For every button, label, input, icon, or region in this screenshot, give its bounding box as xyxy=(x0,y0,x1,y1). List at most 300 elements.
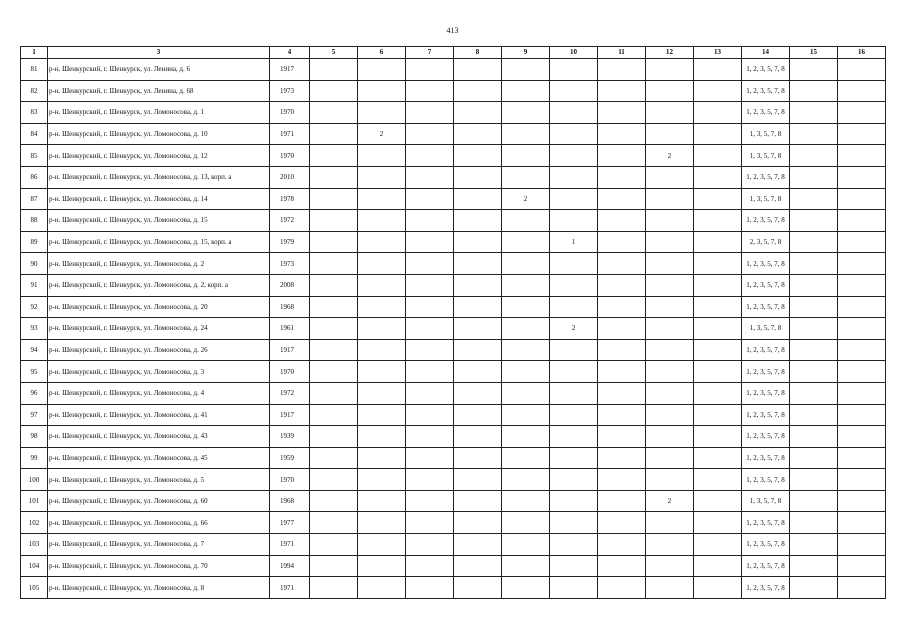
col16-cell xyxy=(838,404,886,426)
col6-cell xyxy=(358,426,406,448)
col8-cell xyxy=(454,166,502,188)
col7-cell xyxy=(406,490,454,512)
table-row xyxy=(21,339,886,361)
col14-cell: 1, 3, 5, 7, 8 xyxy=(742,490,790,512)
col15-cell xyxy=(790,490,838,512)
col7-cell xyxy=(406,59,454,81)
col16-cell xyxy=(838,296,886,318)
year-cell: 1959 xyxy=(270,447,310,469)
col7-cell xyxy=(406,296,454,318)
address-cell: р-н. Шенкурский, г. Шенкурск, ул. Ломоносова, д. 10 xyxy=(48,123,270,145)
address-cell: р-н. Шенкурский, г. Шенкурск, ул. Ленина, д. 6 xyxy=(48,59,270,81)
year-cell: 1939 xyxy=(270,426,310,448)
table-row xyxy=(21,555,886,577)
col13-cell xyxy=(694,80,742,102)
col16-cell xyxy=(838,102,886,124)
row-number: 82 xyxy=(21,80,48,102)
col10-cell: 2 xyxy=(550,318,598,340)
col11-cell xyxy=(598,296,646,318)
col10-cell xyxy=(550,404,598,426)
year-cell: 1968 xyxy=(270,490,310,512)
col10-cell xyxy=(550,274,598,296)
col5-cell xyxy=(310,555,358,577)
col11-cell xyxy=(598,80,646,102)
col9-cell xyxy=(502,382,550,404)
table-row xyxy=(21,274,886,296)
address-cell: р-н. Шенкурский, г. Шенкурск, ул. Ломоносова, д. 20 xyxy=(48,296,270,318)
col8-cell xyxy=(454,534,502,556)
column-header: 8 xyxy=(454,47,502,59)
col5-cell xyxy=(310,80,358,102)
col16-cell xyxy=(838,534,886,556)
col6-cell xyxy=(358,318,406,340)
col5-cell xyxy=(310,490,358,512)
col5-cell xyxy=(310,534,358,556)
year-cell: 1971 xyxy=(270,534,310,556)
column-header: 16 xyxy=(838,47,886,59)
col10-cell xyxy=(550,253,598,275)
col11-cell xyxy=(598,123,646,145)
col13-cell xyxy=(694,447,742,469)
col7-cell xyxy=(406,274,454,296)
row-number: 98 xyxy=(21,426,48,448)
col8-cell xyxy=(454,274,502,296)
col10-cell: 1 xyxy=(550,231,598,253)
col9-cell xyxy=(502,577,550,599)
col10-cell xyxy=(550,188,598,210)
col6-cell xyxy=(358,469,406,491)
col11-cell xyxy=(598,577,646,599)
table-row xyxy=(21,361,886,383)
year-cell: 1978 xyxy=(270,188,310,210)
col10-cell xyxy=(550,361,598,383)
col6-cell xyxy=(358,577,406,599)
column-header: 4 xyxy=(270,47,310,59)
col15-cell xyxy=(790,382,838,404)
col9-cell xyxy=(502,361,550,383)
col15-cell xyxy=(790,59,838,81)
col5-cell xyxy=(310,166,358,188)
row-number: 103 xyxy=(21,534,48,556)
col5-cell xyxy=(310,59,358,81)
column-header: 1 xyxy=(21,47,48,59)
address-cell: р-н. Шенкурский, г. Шенкурск, ул. Ломоносова, д. 66 xyxy=(48,512,270,534)
year-cell: 1970 xyxy=(270,469,310,491)
col14-cell: 1, 2, 3, 5, 7, 8 xyxy=(742,534,790,556)
col13-cell xyxy=(694,490,742,512)
address-cell: р-н. Шенкурский, г. Шенкурск, ул. Ломоносова, д. 41 xyxy=(48,404,270,426)
col7-cell xyxy=(406,231,454,253)
col8-cell xyxy=(454,59,502,81)
col8-cell xyxy=(454,80,502,102)
address-cell: р-н. Шенкурский, г. Шенкурск, ул. Ломоносова, д. 13, корп. а xyxy=(48,166,270,188)
col11-cell xyxy=(598,59,646,81)
col15-cell xyxy=(790,188,838,210)
table-row xyxy=(21,577,886,599)
table-row xyxy=(21,426,886,448)
col9-cell: 2 xyxy=(502,188,550,210)
table-row xyxy=(21,210,886,232)
col6-cell: 2 xyxy=(358,123,406,145)
col16-cell xyxy=(838,447,886,469)
table-row xyxy=(21,534,886,556)
col14-cell: 1, 2, 3, 5, 7, 8 xyxy=(742,426,790,448)
column-header: 15 xyxy=(790,47,838,59)
col5-cell xyxy=(310,426,358,448)
col13-cell xyxy=(694,253,742,275)
col10-cell xyxy=(550,490,598,512)
col8-cell xyxy=(454,447,502,469)
year-cell: 1973 xyxy=(270,253,310,275)
col13-cell xyxy=(694,361,742,383)
table-row xyxy=(21,188,886,210)
col12-cell xyxy=(646,577,694,599)
col16-cell xyxy=(838,253,886,275)
col14-cell: 1, 2, 3, 5, 7, 8 xyxy=(742,361,790,383)
col15-cell xyxy=(790,469,838,491)
col8-cell xyxy=(454,361,502,383)
col11-cell xyxy=(598,382,646,404)
col9-cell xyxy=(502,339,550,361)
col5-cell xyxy=(310,231,358,253)
col12-cell xyxy=(646,296,694,318)
col5-cell xyxy=(310,123,358,145)
col8-cell xyxy=(454,296,502,318)
col13-cell xyxy=(694,555,742,577)
col14-cell: 1, 2, 3, 5, 7, 8 xyxy=(742,404,790,426)
col6-cell xyxy=(358,59,406,81)
col13-cell xyxy=(694,318,742,340)
address-cell: р-н. Шенкурский, г. Шенкурск, ул. Ломоносова, д. 26 xyxy=(48,339,270,361)
col7-cell xyxy=(406,577,454,599)
col14-cell: 1, 2, 3, 5, 7, 8 xyxy=(742,59,790,81)
col9-cell xyxy=(502,123,550,145)
col13-cell xyxy=(694,469,742,491)
col15-cell xyxy=(790,274,838,296)
address-cell: р-н. Шенкурский, г. Шенкурск, ул. Ломоносова, д. 1 xyxy=(48,102,270,124)
col10-cell xyxy=(550,447,598,469)
col8-cell xyxy=(454,102,502,124)
col14-cell: 1, 2, 3, 5, 7, 8 xyxy=(742,469,790,491)
col16-cell xyxy=(838,318,886,340)
address-cell: р-н. Шенкурский, г. Шенкурск, ул. Ленина, д. 68 xyxy=(48,80,270,102)
row-number: 100 xyxy=(21,469,48,491)
column-header: 10 xyxy=(550,47,598,59)
column-header: 5 xyxy=(310,47,358,59)
col16-cell xyxy=(838,210,886,232)
col11-cell xyxy=(598,253,646,275)
year-cell: 1994 xyxy=(270,555,310,577)
col14-cell: 1, 3, 5, 7, 8 xyxy=(742,318,790,340)
col6-cell xyxy=(358,102,406,124)
col16-cell xyxy=(838,426,886,448)
col6-cell xyxy=(358,404,406,426)
col14-cell: 1, 2, 3, 5, 7, 8 xyxy=(742,577,790,599)
col15-cell xyxy=(790,404,838,426)
table-row xyxy=(21,447,886,469)
col15-cell xyxy=(790,102,838,124)
row-number: 86 xyxy=(21,166,48,188)
year-cell: 1972 xyxy=(270,382,310,404)
col7-cell xyxy=(406,318,454,340)
col8-cell xyxy=(454,512,502,534)
address-cell: р-н. Шенкурский, г. Шенкурск, ул. Ломоносова, д. 43 xyxy=(48,426,270,448)
col9-cell xyxy=(502,469,550,491)
row-number: 96 xyxy=(21,382,48,404)
col12-cell xyxy=(646,555,694,577)
year-cell: 1970 xyxy=(270,361,310,383)
col11-cell xyxy=(598,102,646,124)
col11-cell xyxy=(598,534,646,556)
col13-cell xyxy=(694,577,742,599)
col5-cell xyxy=(310,102,358,124)
table-row xyxy=(21,102,886,124)
col7-cell xyxy=(406,339,454,361)
col14-cell: 1, 2, 3, 5, 7, 8 xyxy=(742,447,790,469)
col6-cell xyxy=(358,361,406,383)
address-cell: р-н. Шенкурский, г. Шенкурск, ул. Ломоносова, д. 15 xyxy=(48,210,270,232)
col13-cell xyxy=(694,404,742,426)
col8-cell xyxy=(454,555,502,577)
housing-registry-table xyxy=(20,46,886,599)
col7-cell xyxy=(406,447,454,469)
address-cell: р-н. Шенкурский, г. Шенкурск, ул. Ломоносова, д. 2 xyxy=(48,253,270,275)
col5-cell xyxy=(310,339,358,361)
year-cell: 1917 xyxy=(270,339,310,361)
year-cell: 1977 xyxy=(270,512,310,534)
row-number: 90 xyxy=(21,253,48,275)
address-cell: р-н. Шенкурский, г. Шенкурск, ул. Ломоносова, д. 2, корп. а xyxy=(48,274,270,296)
address-cell: р-н. Шенкурский, г. Шенкурск, ул. Ломоносова, д. 7 xyxy=(48,534,270,556)
col12-cell xyxy=(646,102,694,124)
col6-cell xyxy=(358,296,406,318)
col11-cell xyxy=(598,512,646,534)
col16-cell xyxy=(838,188,886,210)
table-row xyxy=(21,166,886,188)
col5-cell xyxy=(310,188,358,210)
year-cell: 1979 xyxy=(270,231,310,253)
table-body xyxy=(21,59,886,599)
col15-cell xyxy=(790,512,838,534)
column-header: 13 xyxy=(694,47,742,59)
table-row xyxy=(21,253,886,275)
col16-cell xyxy=(838,166,886,188)
col7-cell xyxy=(406,210,454,232)
col10-cell xyxy=(550,123,598,145)
col11-cell xyxy=(598,426,646,448)
col6-cell xyxy=(358,534,406,556)
col15-cell xyxy=(790,231,838,253)
col8-cell xyxy=(454,145,502,167)
row-number: 89 xyxy=(21,231,48,253)
col8-cell xyxy=(454,210,502,232)
col7-cell xyxy=(406,102,454,124)
col11-cell xyxy=(598,447,646,469)
col16-cell xyxy=(838,469,886,491)
column-header: 9 xyxy=(502,47,550,59)
col14-cell: 1, 2, 3, 5, 7, 8 xyxy=(742,166,790,188)
col6-cell xyxy=(358,339,406,361)
col9-cell xyxy=(502,404,550,426)
col13-cell xyxy=(694,426,742,448)
col14-cell: 1, 2, 3, 5, 7, 8 xyxy=(742,80,790,102)
col6-cell xyxy=(358,253,406,275)
col9-cell xyxy=(502,231,550,253)
row-number: 97 xyxy=(21,404,48,426)
col12-cell xyxy=(646,339,694,361)
row-number: 85 xyxy=(21,145,48,167)
col12-cell xyxy=(646,80,694,102)
col15-cell xyxy=(790,318,838,340)
address-cell: р-н. Шенкурский, г. Шенкурск, ул. Ломоносова, д. 60 xyxy=(48,490,270,512)
col13-cell xyxy=(694,166,742,188)
col16-cell xyxy=(838,59,886,81)
col9-cell xyxy=(502,555,550,577)
col15-cell xyxy=(790,253,838,275)
col6-cell xyxy=(358,80,406,102)
row-number: 84 xyxy=(21,123,48,145)
page-number: 413 xyxy=(446,26,459,35)
col10-cell xyxy=(550,512,598,534)
col12-cell xyxy=(646,231,694,253)
column-header: 14 xyxy=(742,47,790,59)
year-cell: 1971 xyxy=(270,577,310,599)
col5-cell xyxy=(310,447,358,469)
col14-cell: 1, 2, 3, 5, 7, 8 xyxy=(742,274,790,296)
row-number: 99 xyxy=(21,447,48,469)
col15-cell xyxy=(790,447,838,469)
column-header: 6 xyxy=(358,47,406,59)
col12-cell xyxy=(646,188,694,210)
col12-cell xyxy=(646,447,694,469)
col13-cell xyxy=(694,274,742,296)
address-cell: р-н. Шенкурский, г. Шенкурск, ул. Ломоносова, д. 14 xyxy=(48,188,270,210)
col11-cell xyxy=(598,361,646,383)
col7-cell xyxy=(406,123,454,145)
table-row xyxy=(21,231,886,253)
col7-cell xyxy=(406,166,454,188)
col5-cell xyxy=(310,382,358,404)
col9-cell xyxy=(502,102,550,124)
col16-cell xyxy=(838,555,886,577)
col10-cell xyxy=(550,296,598,318)
col10-cell xyxy=(550,469,598,491)
col12-cell xyxy=(646,210,694,232)
address-cell: р-н. Шенкурский, г. Шенкурск, ул. Ломоносова, д. 24 xyxy=(48,318,270,340)
col16-cell xyxy=(838,231,886,253)
col13-cell xyxy=(694,123,742,145)
col5-cell xyxy=(310,512,358,534)
col13-cell xyxy=(694,296,742,318)
col7-cell xyxy=(406,80,454,102)
col13-cell xyxy=(694,145,742,167)
col9-cell xyxy=(502,166,550,188)
col13-cell xyxy=(694,534,742,556)
col13-cell xyxy=(694,210,742,232)
year-cell: 1970 xyxy=(270,102,310,124)
col6-cell xyxy=(358,447,406,469)
year-cell: 1973 xyxy=(270,80,310,102)
col12-cell xyxy=(646,318,694,340)
col9-cell xyxy=(502,59,550,81)
col6-cell xyxy=(358,555,406,577)
col10-cell xyxy=(550,382,598,404)
table-row xyxy=(21,59,886,81)
col12-cell xyxy=(646,274,694,296)
col9-cell xyxy=(502,318,550,340)
col8-cell xyxy=(454,426,502,448)
col14-cell: 1, 3, 5, 7, 8 xyxy=(742,188,790,210)
col7-cell xyxy=(406,555,454,577)
year-cell: 2010 xyxy=(270,166,310,188)
col9-cell xyxy=(502,512,550,534)
row-number: 91 xyxy=(21,274,48,296)
col7-cell xyxy=(406,426,454,448)
col15-cell xyxy=(790,296,838,318)
col11-cell xyxy=(598,339,646,361)
col8-cell xyxy=(454,490,502,512)
column-header: 3 xyxy=(48,47,270,59)
row-number: 87 xyxy=(21,188,48,210)
year-cell: 1917 xyxy=(270,404,310,426)
col8-cell xyxy=(454,231,502,253)
col14-cell: 1, 2, 3, 5, 7, 8 xyxy=(742,253,790,275)
col16-cell xyxy=(838,123,886,145)
col5-cell xyxy=(310,274,358,296)
col15-cell xyxy=(790,210,838,232)
col5-cell xyxy=(310,318,358,340)
col5-cell xyxy=(310,577,358,599)
col15-cell xyxy=(790,426,838,448)
col5-cell xyxy=(310,145,358,167)
col16-cell xyxy=(838,490,886,512)
col12-cell xyxy=(646,361,694,383)
table-row xyxy=(21,512,886,534)
table-row xyxy=(21,123,886,145)
col13-cell xyxy=(694,102,742,124)
col6-cell xyxy=(358,188,406,210)
address-cell: р-н. Шенкурский, г. Шенкурск, ул. Ломоносова, д. 15, корп. а xyxy=(48,231,270,253)
address-cell: р-н. Шенкурский, г. Шенкурск, ул. Ломоносова, д. 4 xyxy=(48,382,270,404)
col12-cell: 2 xyxy=(646,490,694,512)
col9-cell xyxy=(502,253,550,275)
col10-cell xyxy=(550,555,598,577)
row-number: 81 xyxy=(21,59,48,81)
col6-cell xyxy=(358,210,406,232)
col14-cell: 1, 3, 5, 7, 8 xyxy=(742,123,790,145)
year-cell: 1968 xyxy=(270,296,310,318)
col8-cell xyxy=(454,188,502,210)
col10-cell xyxy=(550,80,598,102)
address-cell: р-н. Шенкурский, г. Шенкурск, ул. Ломоносова, д. 70 xyxy=(48,555,270,577)
col15-cell xyxy=(790,123,838,145)
col7-cell xyxy=(406,382,454,404)
table-row xyxy=(21,318,886,340)
col7-cell xyxy=(406,404,454,426)
row-number: 92 xyxy=(21,296,48,318)
col12-cell xyxy=(646,166,694,188)
col8-cell xyxy=(454,577,502,599)
col9-cell xyxy=(502,426,550,448)
col15-cell xyxy=(790,80,838,102)
col12-cell xyxy=(646,404,694,426)
row-number: 95 xyxy=(21,361,48,383)
col5-cell xyxy=(310,469,358,491)
address-cell: р-н. Шенкурский, г. Шенкурск, ул. Ломоносова, д. 5 xyxy=(48,469,270,491)
col13-cell xyxy=(694,382,742,404)
col16-cell xyxy=(838,145,886,167)
col10-cell xyxy=(550,145,598,167)
